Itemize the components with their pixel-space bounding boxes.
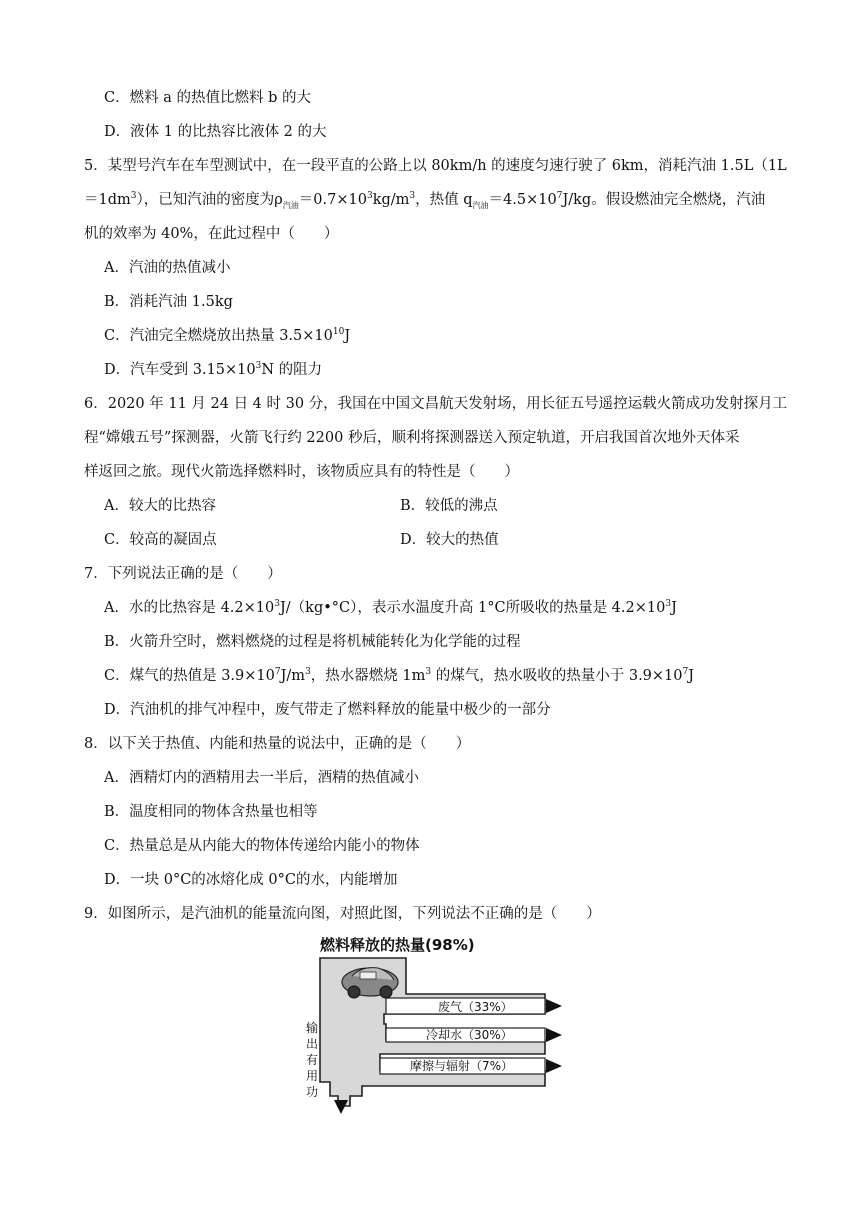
q6-stem-line2: 程“嫦娥五号”探测器，火箭飞行约 2200 秒后，顺利将探测器送入预定轨道，开启我国首次地外天体采 bbox=[84, 430, 740, 446]
exhaust-arrow-icon bbox=[546, 999, 562, 1013]
output-label-1: 输 bbox=[306, 1021, 319, 1035]
q6-option-c: C．较高的凝固点 bbox=[104, 532, 217, 548]
q8-option-b: B．温度相同的物体含热量也相等 bbox=[104, 804, 318, 820]
cooling-label: 冷却水（30%） bbox=[426, 1028, 513, 1042]
car-icon bbox=[342, 968, 398, 998]
q5-option-d: D．汽车受到 $3.15\times 10^3N$ 的阻力 bbox=[104, 361, 323, 378]
q5-option-b: B．消耗汽油 1.5kg bbox=[104, 294, 233, 310]
q6-option-b: B．较低的沸点 bbox=[400, 498, 498, 514]
q6-option-a: A．较大的比热容 bbox=[104, 498, 216, 514]
q7-option-b: B．火箭升空时，燃料燃烧的过程是将机械能转化为化学能的过程 bbox=[104, 634, 521, 650]
q5-option-a: A．汽油的热值减小 bbox=[104, 260, 231, 276]
output-label-4: 用 bbox=[306, 1069, 319, 1083]
friction-arrow-icon bbox=[546, 1059, 562, 1073]
energy-flow-figure bbox=[300, 932, 570, 1122]
exhaust-label: 废气（33%） bbox=[438, 1000, 513, 1014]
q8-stem: 8．以下关于热值、内能和热量的说法中，正确的是（ ） bbox=[84, 736, 471, 752]
q5-option-c: C．汽油完全燃烧放出热量 $3.5\times 10^{10}J$ bbox=[104, 327, 351, 344]
output-label-3: 有 bbox=[306, 1053, 319, 1067]
q6-stem-line3: 样返回之旅。现代火箭选择燃料时，该物质应具有的特性是（ ） bbox=[84, 464, 519, 480]
q8-option-a: A．酒精灯内的酒精用去一半后，酒精的热值减小 bbox=[104, 770, 419, 786]
output-label-5: 功 bbox=[306, 1085, 319, 1099]
q6-stem-line1: 6．2020 年 11 月 24 日 4 时 30 分，我国在中国文昌航天发射场，用长征五号遥控运载火箭成功发射探月工 bbox=[84, 396, 788, 412]
q4-option-d: D．液体 1 的比热容比液体 2 的大 bbox=[104, 124, 327, 140]
q5-stem-line3: 机的效率为 40%，在此过程中（ ） bbox=[84, 226, 339, 242]
q7-option-a: A．水的比热容是 $4.2\times 10^3J/(kg•^\circ C)$，表示水温度升高 1°C所吸收的热量是 $4.2\times 10^3J$ bbox=[104, 599, 677, 616]
q7-option-d: D．汽油机的排气冲程中，废气带走了燃料释放的能量中极少的一部分 bbox=[104, 702, 551, 718]
q7-stem: 7．下列说法正确的是（ ） bbox=[84, 566, 282, 582]
output-label-2: 出 bbox=[306, 1037, 319, 1051]
q8-option-c: C．热量总是从内能大的物体传递给内能小的物体 bbox=[104, 838, 420, 854]
q7-option-c: C．煤气的热值是 $3.9\times 10^7J/m^3$，热水器燃烧 $1m^3$ 的煤气，热水吸收的热量小于 $3.9\times 10^7J$ bbox=[104, 667, 695, 684]
q6-option-d: D．较大的热值 bbox=[400, 532, 499, 548]
figure-title: 燃料释放的热量(98%) bbox=[320, 936, 475, 954]
q5-stem-line2: $=1dm^3$），已知汽油的密度为$\rho_{汽油}=0.7\times 10^3kg/m^3$，热值 $q_{汽油}=4.5\times 10^7J/kg$。假设燃油完全燃烧，汽油 bbox=[84, 191, 766, 210]
q5-stem-line1: 5．某型号汽车在车型测试中，在一段平直的公路上以 80km/h 的速度匀速行驶了 6km，消耗汽油 1.5L（1L bbox=[84, 158, 787, 174]
q9-stem: 9．如图所示，是汽油机的能量流向图，对照此图，下列说法不正确的是（ ） bbox=[84, 906, 601, 922]
cooling-arrow-icon bbox=[546, 1028, 562, 1042]
q8-option-d: D．一块 0°C的冰熔化成 0°C的水，内能增加 bbox=[104, 872, 398, 888]
q4-option-c: C．燃料 a 的热值比燃料 b 的大 bbox=[104, 90, 311, 106]
friction-label: 摩擦与辐射（7%） bbox=[410, 1059, 514, 1073]
output-arrow-icon bbox=[334, 1100, 348, 1114]
